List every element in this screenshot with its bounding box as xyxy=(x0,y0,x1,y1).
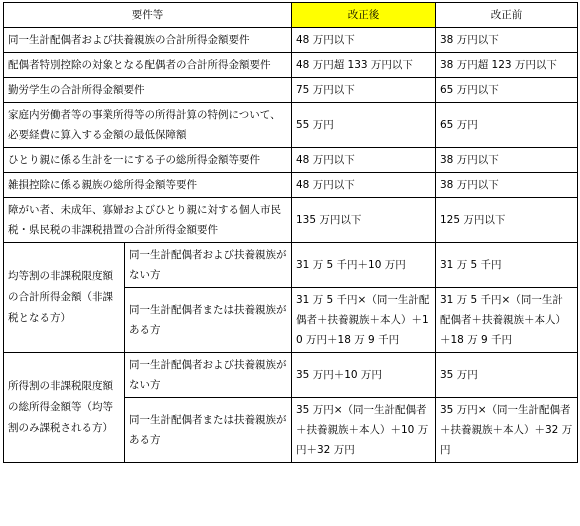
row-label: 同一生計配偶者および扶養親族の合計所得金額要件 xyxy=(4,28,292,53)
header-before-revision: 改正前 xyxy=(436,3,578,28)
row-before-value: 38 万円超 123 万円以下 xyxy=(436,53,578,78)
row-after-value: 55 万円 xyxy=(292,103,436,148)
row-after-value: 48 万円以下 xyxy=(292,173,436,198)
table-row xyxy=(4,353,578,398)
row-before-value: 38 万円以下 xyxy=(436,173,578,198)
table-row xyxy=(4,173,578,198)
table-row xyxy=(4,78,578,103)
row-after-value: 48 万円以下 xyxy=(292,148,436,173)
revision-comparison-table xyxy=(3,2,578,463)
row-label: 障がい者、未成年、寡婦およびひとり親に対する個人市民税・県民税の非課税措置の合計所得金額要件 xyxy=(4,198,292,243)
table-row xyxy=(4,103,578,148)
row-after-value: 31 万 5 千円×（同一生計配偶者＋扶養親族＋本人）＋10 万円＋18 万 9 千円 xyxy=(292,288,436,353)
row-before-value: 125 万円以下 xyxy=(436,198,578,243)
header-requirements: 要件等 xyxy=(4,3,292,28)
subrow-label: 同一生計配偶者または扶養親族がある方 xyxy=(125,288,292,353)
row-after-value: 35 万円＋10 万円 xyxy=(292,353,436,398)
group-label-income-levy: 所得割の非課税限度額の総所得金額等（均等割のみ課税される方） xyxy=(4,353,125,463)
row-after-value: 135 万円以下 xyxy=(292,198,436,243)
subrow-label: 同一生計配偶者および扶養親族がない方 xyxy=(125,353,292,398)
row-label: ひとり親に係る生計を一にする子の総所得金額等要件 xyxy=(4,148,292,173)
subrow-label: 同一生計配偶者および扶養親族がない方 xyxy=(125,243,292,288)
row-label: 配偶者特別控除の対象となる配偶者の合計所得金額要件 xyxy=(4,53,292,78)
row-before-value: 35 万円 xyxy=(436,353,578,398)
table-row xyxy=(4,198,578,243)
row-before-value: 31 万 5 千円×（同一生計配偶者＋扶養親族＋本人）＋18 万 9 千円 xyxy=(436,288,578,353)
row-after-value: 75 万円以下 xyxy=(292,78,436,103)
row-before-value: 65 万円以下 xyxy=(436,78,578,103)
table-row xyxy=(4,28,578,53)
row-label: 勤労学生の合計所得金額要件 xyxy=(4,78,292,103)
group-label-per-capita-levy: 均等割の非課税限度額の合計所得金額（非課税となる方） xyxy=(4,243,125,353)
table-row xyxy=(4,243,578,288)
row-label: 雑損控除に係る親族の総所得金額等要件 xyxy=(4,173,292,198)
row-before-value: 31 万 5 千円 xyxy=(436,243,578,288)
row-before-value: 65 万円 xyxy=(436,103,578,148)
row-before-value: 35 万円×（同一生計配偶者＋扶養親族＋本人）＋32 万円 xyxy=(436,398,578,463)
subrow-label: 同一生計配偶者または扶養親族がある方 xyxy=(125,398,292,463)
row-before-value: 38 万円以下 xyxy=(436,148,578,173)
row-after-value: 31 万 5 千円＋10 万円 xyxy=(292,243,436,288)
row-before-value: 38 万円以下 xyxy=(436,28,578,53)
table-row xyxy=(4,148,578,173)
row-after-value: 48 万円超 133 万円以下 xyxy=(292,53,436,78)
table-header-row xyxy=(4,3,578,28)
row-after-value: 35 万円×（同一生計配偶者＋扶養親族＋本人）＋10 万円＋32 万円 xyxy=(292,398,436,463)
row-label: 家庭内労働者等の事業所得等の所得計算の特例について、必要経費に算入する金額の最低保障額 xyxy=(4,103,292,148)
table-row xyxy=(4,53,578,78)
row-after-value: 48 万円以下 xyxy=(292,28,436,53)
header-after-revision: 改正後 xyxy=(292,3,436,28)
